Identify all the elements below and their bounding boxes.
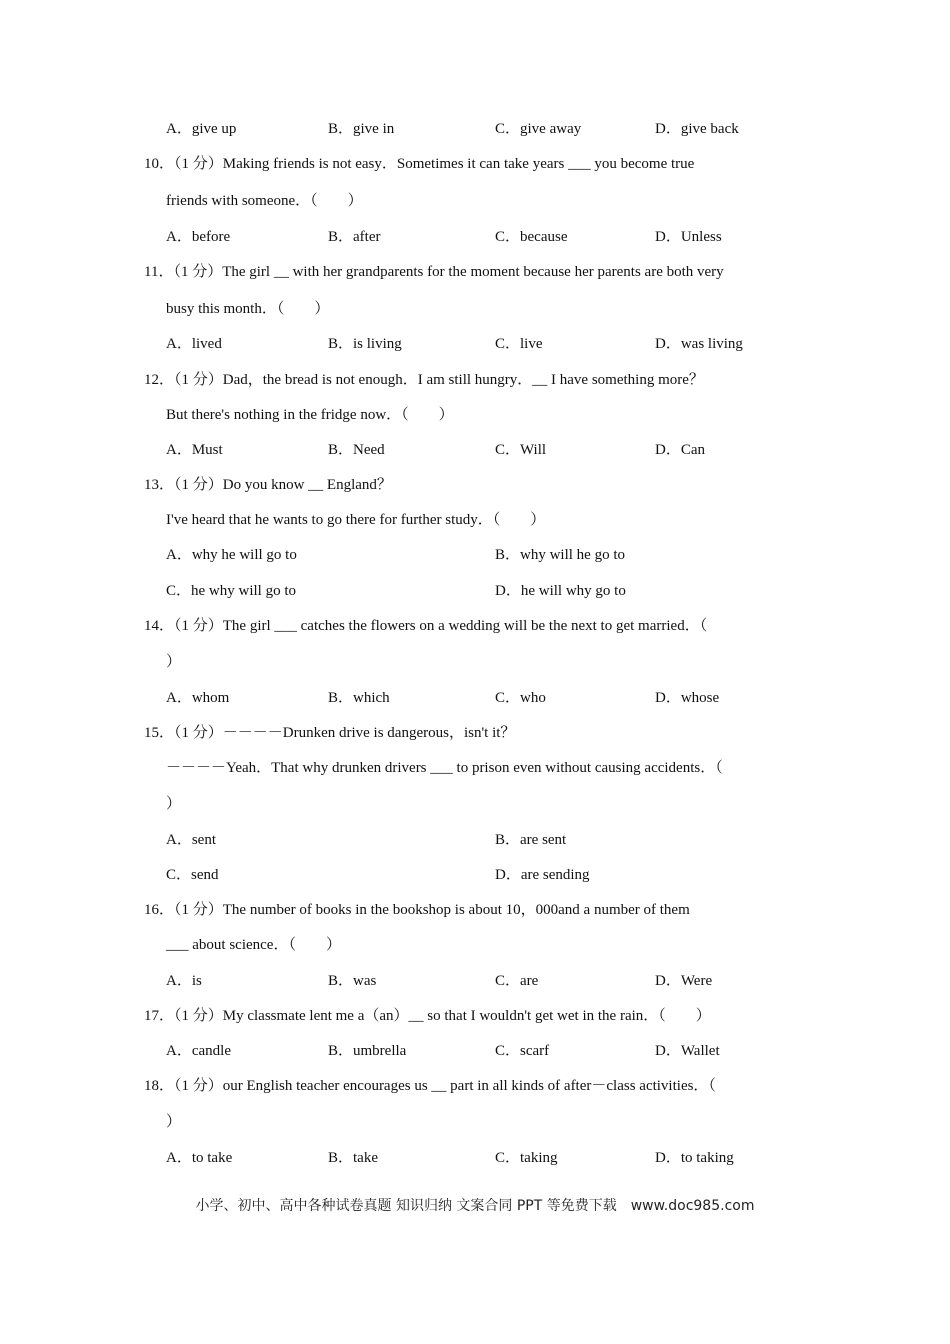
option-a: A．before	[166, 229, 231, 245]
option-c: C．he why will go to	[166, 583, 296, 599]
option-a: A．candle	[166, 1043, 231, 1059]
page-footer: 小学、初中、高中各种试卷真题 知识归纳 文案合同 PPT 等免费下载 www.doc985.com	[195, 1198, 755, 1214]
option-b: B．after	[328, 229, 381, 245]
question-text-continued: friends with someone．（ ）	[166, 193, 363, 209]
option-a: A．sent	[166, 832, 216, 848]
option-a: A．to take	[166, 1150, 233, 1166]
option-b: B．is living	[328, 336, 402, 352]
option-c: C．who	[495, 690, 546, 706]
question-text-continued: I've heard that he wants to go there for further study．（ ）	[166, 512, 546, 528]
question-text: 12．（1 分）Dad，the bread is not enough．I am still hungry．__ I have something more？	[144, 372, 704, 388]
question-text-continued: busy this month．（ ）	[166, 301, 330, 317]
question-text: 13．（1 分）Do you know __ England？	[144, 477, 392, 493]
option-b: B．are sent	[495, 832, 567, 848]
question-text: 10．（1 分）Making friends is not easy．Sometimes it can take years ___ you become true	[144, 156, 695, 172]
question-text-continued: ___ about science．（ ）	[166, 937, 341, 953]
option-b: B．take	[328, 1150, 378, 1166]
option-a: A．why he will go to	[166, 547, 297, 563]
option-b: B．which	[328, 690, 390, 706]
question-text-continued: ）	[166, 654, 182, 670]
question-text: 16．（1 分）The number of books in the bookshop is about 10，000and a number of them	[144, 902, 690, 918]
option-b: B．was	[328, 973, 377, 989]
option-c: C．give away	[495, 121, 582, 137]
question-text: 18．（1 分）our English teacher encourages us __ part in all kinds of after－class activities．（	[144, 1078, 716, 1094]
option-a: A．Must	[166, 442, 223, 458]
option-d: D．give back	[655, 121, 739, 137]
option-c: C．because	[495, 229, 568, 245]
option-b: B．why will he go to	[495, 547, 625, 563]
question-text-continued: ）	[166, 796, 182, 812]
option-a: A．whom	[166, 690, 230, 706]
question-text-continued: ）	[166, 1114, 182, 1130]
question-text: 17．（1 分）My classmate lent me a（an）__ so that I wouldn't get wet in the rain．（ ）	[144, 1008, 711, 1024]
question-text: 15．（1 分）－－－－Drunken drive is dangerous，isn't it？	[144, 725, 516, 741]
option-d: D．he will why go to	[495, 583, 626, 599]
question-text: 11．（1 分）The girl __ with her grandparents for the moment because her parents are both very	[144, 264, 724, 280]
option-b: B．umbrella	[328, 1043, 407, 1059]
question-text-continued: －－－－Yeah．That why drunken drivers ___ to prison even without causing accidents．（	[166, 760, 723, 776]
option-c: C．send	[166, 867, 219, 883]
option-b: B．Need	[328, 442, 385, 458]
option-a: A．give up	[166, 121, 237, 137]
option-d: D．whose	[655, 690, 720, 706]
question-text: 14．（1 分）The girl ___ catches the flowers on a wedding will be the next to get married．（	[144, 618, 708, 634]
option-c: C．Will	[495, 442, 547, 458]
option-d: D．Can	[655, 442, 705, 458]
option-d: D．are sending	[495, 867, 590, 883]
option-d: D．was living	[655, 336, 743, 352]
option-c: C．scarf	[495, 1043, 550, 1059]
question-text-continued: But there's nothing in the fridge now．（ ）	[166, 407, 454, 423]
option-a: A．lived	[166, 336, 222, 352]
option-b: B．give in	[328, 121, 395, 137]
option-a: A．is	[166, 973, 202, 989]
option-d: D．Unless	[655, 229, 722, 245]
option-c: C．live	[495, 336, 543, 352]
option-c: C．taking	[495, 1150, 558, 1166]
option-c: C．are	[495, 973, 539, 989]
option-d: D．Wallet	[655, 1043, 720, 1059]
option-d: D．to taking	[655, 1150, 734, 1166]
option-d: D．Were	[655, 973, 713, 989]
